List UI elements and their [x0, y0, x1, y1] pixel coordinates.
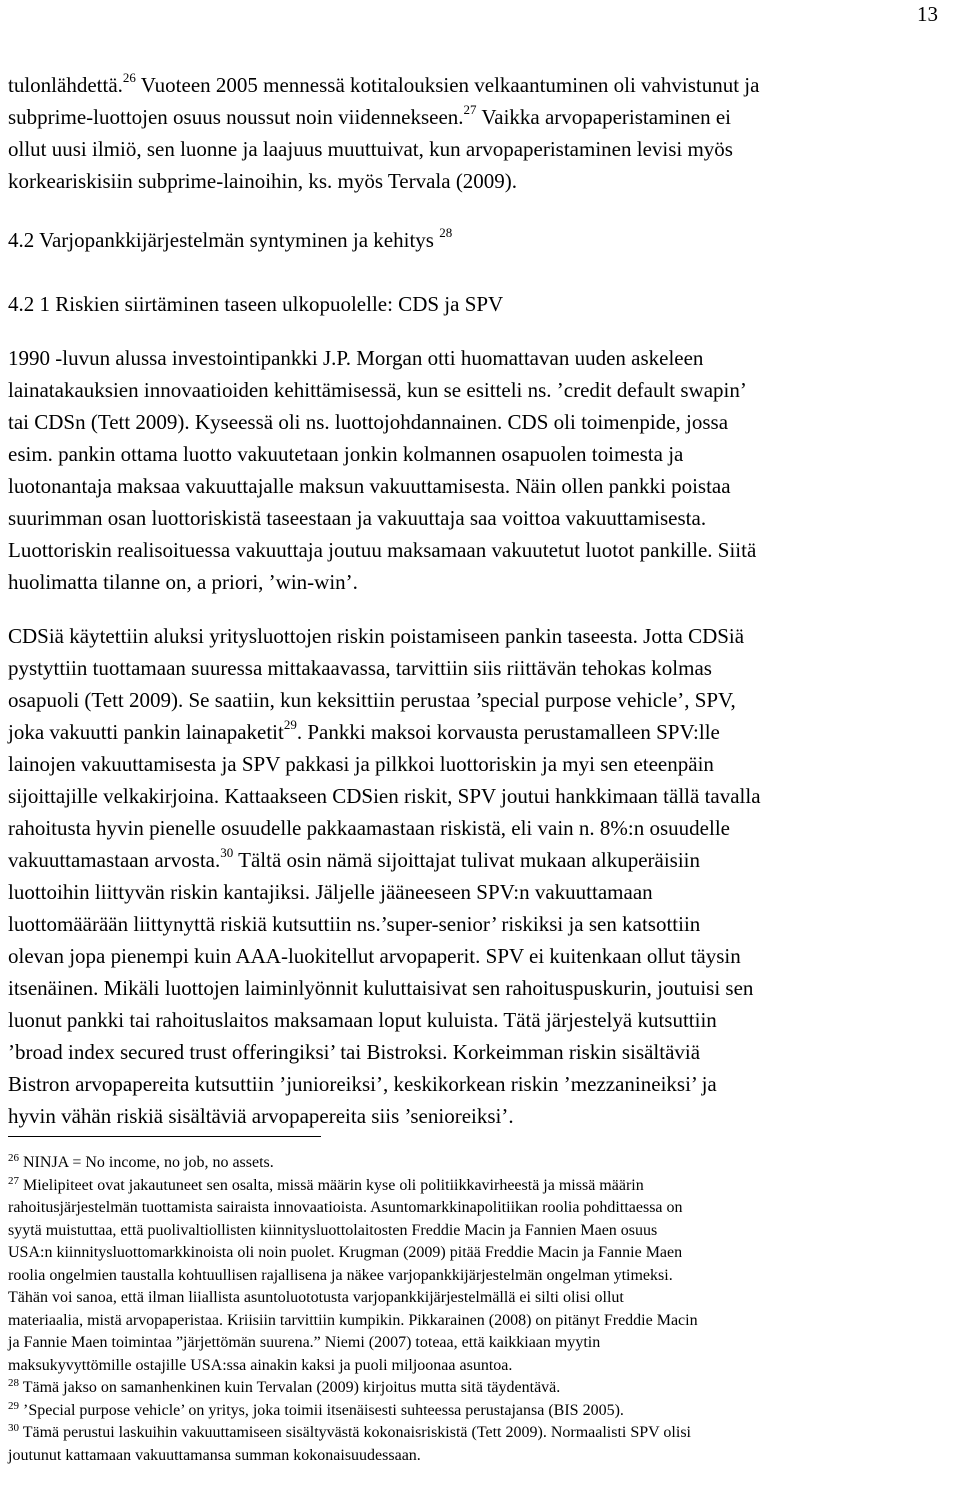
text-run: sijoittajille velkakirjoina. Kattaakseen CDSien riskit, SPV joutui hankkimaan tällä tavalla — [8, 784, 761, 808]
text-line — [8, 748, 953, 780]
footnote-ref: 29 — [283, 717, 297, 732]
text-run: NINJA = No income, no job, no assets. — [19, 1154, 274, 1171]
text-line — [8, 165, 953, 197]
text-line — [8, 716, 953, 748]
footnote-ref: 27 — [463, 102, 477, 117]
text-run: lainatakauksien innovaatioiden kehittämisessä, kun se esitteli ns. ’credit default swapin’ — [8, 378, 747, 402]
text-line — [8, 1068, 953, 1100]
text-run: luotonantaja maksaa vakuuttajalle maksun vakuuttamisesta. Näin ollen pankki poistaa — [8, 474, 731, 498]
text-run: Vuoteen 2005 mennessä kotitalouksien velkaantuminen oli vahvistunut ja — [135, 73, 760, 97]
text-line — [8, 652, 953, 684]
text-line — [8, 101, 953, 133]
text-run: ollut uusi ilmiö, sen luonne ja laajuus muuttuivat, kun arvopaperistaminen levisi myös — [8, 137, 733, 161]
text-run: huolimatta tilanne on, a priori, ’win-win’. — [8, 570, 358, 594]
text-line — [8, 620, 953, 652]
text-run: ’broad index secured trust offeringiksi’ tai Bistroksi. Korkeimman riskin sisältäviä — [8, 1040, 701, 1064]
text-run: . Pankki maksoi korvausta perustamalleen SPV:lle — [296, 720, 720, 744]
text-line — [8, 342, 953, 374]
text-line — [8, 374, 953, 406]
footnote-ref: 27 — [8, 1174, 19, 1187]
text-run: esim. pankin ottama luotto vakuutetaan jonkin kolmannen osapuolen toimesta ja — [8, 442, 684, 466]
footnote-ref: 26 — [8, 1152, 19, 1164]
paragraph-spv — [8, 620, 953, 1132]
text-run: Vaikka arvopaperistaminen ei — [476, 105, 731, 129]
text-line — [8, 1265, 953, 1288]
text-run: 1990 -luvun alussa investointipankki J.P. Morgan otti huomattavan uuden askeleen — [8, 346, 704, 370]
text-line — [8, 1400, 953, 1423]
text-run: pystyttiin tuottamaan suuressa mittakaavassa, tarvittiin siis riittävän tehokas kolmas — [8, 656, 712, 680]
subsection-heading-4-2-1: 4.2 1 Riskien siirtäminen taseen ulkopuolelle: CDS ja SPV — [8, 292, 504, 316]
text-line — [8, 1332, 953, 1355]
text-run: syytä muistuttaa, että puolivaltiollisten kiinnitysluottolaitosten Freddie Macin ja Fannien Maen osuus — [8, 1221, 658, 1239]
text-line — [8, 133, 953, 165]
text-line — [8, 1445, 953, 1468]
text-line — [8, 470, 953, 502]
text-run: roolia ongelmien taustalla kohtuullisen rajallisena ja näkee varjopankkijärjestelmän ongelman ytimeksi. — [8, 1266, 673, 1284]
text-run: itsenäinen. Mikäli luottojen laiminlyönnit kuluttaisivat sen rahoituspuskurin, joutuisi sen — [8, 976, 754, 1000]
text-run: tulonlähdettä. — [8, 73, 123, 97]
footnote-ref: 28 — [439, 225, 453, 240]
text-line — [8, 1100, 953, 1132]
text-run: materiaalia, mistä arvopaperistaa. Kriisiin tarvittiin kumpikin. Pikkarainen (2008) on pitänyt Freddie Macin — [8, 1311, 698, 1329]
footnote-ref: 26 — [122, 70, 136, 85]
text-run: luottoihin liittyvän riskin kantajiksi. Jäljelle jääneeseen SPV:n vakuuttamaan — [8, 880, 653, 904]
text-run: tai CDSn (Tett 2009). Kyseessä oli ns. luottojohdannainen. CDS oli toimenpide, jossa — [8, 410, 729, 434]
footnotes — [8, 1152, 953, 1467]
text-line — [8, 940, 953, 972]
text-line — [8, 438, 953, 470]
text-line — [8, 69, 953, 101]
page-number: 13 — [917, 2, 938, 26]
text-line — [8, 1377, 953, 1400]
text-run: ’Special purpose vehicle’ on yritys, joka toimii itsenäisesti suhteessa perustajansa (BIS 2005). — [19, 1401, 624, 1419]
text-run: hyvin vähän riskiä sisältäviä arvopapereita siis ’senioreiksi’. — [8, 1104, 514, 1128]
footnote-separator — [8, 1136, 321, 1137]
text-run: joutunut kattamaan vakuuttamansa summan kokonaisuudessaan. — [8, 1446, 421, 1464]
text-line — [8, 1175, 953, 1198]
text-line — [8, 1197, 953, 1220]
text-run: luottomäärään liittynyttä riskiä kutsuttiin ns.’super-senior’ riskiksi ja sen katsottiin — [8, 912, 701, 936]
section-heading-4-2 — [8, 226, 452, 254]
text-run: Tältä osin nämä sijoittajat tulivat mukaan alkuperäisiin — [233, 848, 701, 872]
text-line — [8, 684, 953, 716]
paragraph-intro — [8, 69, 953, 197]
text-run: CDSiä käytettiin aluksi yritysluottojen riskin poistamiseen pankin taseesta. Jotta CDSiä — [8, 624, 745, 648]
text-run: Tämä jakso on samanhenkinen kuin Tervalan (2009) kirjoitus mutta sitä täydentävä. — [19, 1379, 561, 1396]
text-run: Tämä perustui laskuihin vakuuttamiseen sisältyvästä kokonaisriskistä (Tett 2009). Normaalisti SPV olisi — [19, 1424, 691, 1441]
text-line — [8, 812, 953, 844]
text-run: luonut pankki tai rahoituslaitos maksamaan loput kuluista. Tätä järjestelyä kutsuttiin — [8, 1008, 717, 1032]
text-run: USA:n kiinnitysluottomarkkinoista oli noin puolet. Krugman (2009) pitää Freddie Macin ja Fannie Maen — [8, 1244, 683, 1261]
text-line — [8, 780, 953, 812]
text-line — [8, 406, 953, 438]
text-run: suurimman osan luottoriskistä taseestaan ja vakuuttaja saa voittoa vakuuttamisesta. — [8, 506, 707, 530]
text-run: subprime-luottojen osuus noussut noin viidennekseen. — [8, 105, 464, 129]
text-run: Tähän voi sanoa, että ilman liiallista asuntoluototusta varjopankkijärjestelmällä ei silti olisi ollut — [8, 1289, 624, 1306]
footnote-ref: 30 — [8, 1422, 19, 1434]
text-line — [8, 908, 953, 940]
text-run: Luottoriskin realisoituessa vakuuttaja joutuu maksamaan vakuutetut luotot pankille. Siitä — [8, 538, 757, 562]
footnote-ref: 28 — [8, 1377, 19, 1389]
text-run: lainojen vakuuttamisesta ja SPV pakkasi ja pilkkoi luottoriskin ja myi sen eteenpäin — [8, 752, 714, 776]
text-line — [8, 1310, 953, 1333]
text-run: maksukyvyttömille ostajille USA:ssa ainakin kaksi ja puoli miljoonaa asuntoa. — [8, 1356, 513, 1374]
text-line — [8, 502, 953, 534]
text-run: Bistron arvopapereita kutsuttiin ’junioreiksi’, keskikorkean riskin ’mezzanineiksi’ ja — [8, 1072, 717, 1096]
text-line — [8, 1287, 953, 1310]
text-line — [8, 534, 953, 566]
section-heading-text: 4.2 Varjopankkijärjestelmän syntyminen ja kehitys — [8, 228, 434, 252]
text-line — [8, 1036, 953, 1068]
text-line — [8, 1220, 953, 1243]
text-run: joka vakuutti pankin lainapaketit — [8, 720, 284, 744]
text-line — [8, 1242, 953, 1265]
text-run: olevan jopa pienempi kuin AAA-luokitellut arvopaperit. SPV ei kuitenkaan ollut täysin — [8, 944, 741, 968]
text-line — [8, 876, 953, 908]
text-line — [8, 1152, 953, 1175]
text-run: korkeariskisiin subprime-lainoihin, ks. myös Tervala (2009). — [8, 169, 518, 193]
footnote-ref: 29 — [8, 1399, 19, 1412]
text-line — [8, 844, 953, 876]
text-line — [8, 1422, 953, 1445]
text-line — [8, 972, 953, 1004]
text-run: rahoitusta hyvin pienelle osuudelle pakkaamastaan riskistä, eli vain n. 8%:n osuudelle — [8, 816, 730, 840]
paragraph-cds — [8, 342, 953, 598]
text-run: rahoitusjärjestelmän tuottamista sairaista innovaatioista. Asuntomarkkinapolitiikan roolia pohdittaessa on — [8, 1199, 683, 1216]
text-line — [8, 1004, 953, 1036]
text-run: vakuuttamastaan arvosta. — [8, 848, 221, 872]
text-run: ja Fannie Maen toimintaa ”järjettömän suurena.” Niemi (2007) toteaa, että kaikkiaan myytin — [8, 1334, 601, 1351]
text-run: Mielipiteet ovat jakautuneet sen osalta, missä määrin kyse oli politiikkavirheestä ja missä määrin — [19, 1176, 644, 1194]
text-line — [8, 1355, 953, 1378]
text-run: osapuoli (Tett 2009). Se saatiin, kun keksittiin perustaa ’special purpose vehicle’, SPV, — [8, 688, 736, 712]
text-line — [8, 566, 953, 598]
footnote-ref: 30 — [220, 845, 234, 860]
